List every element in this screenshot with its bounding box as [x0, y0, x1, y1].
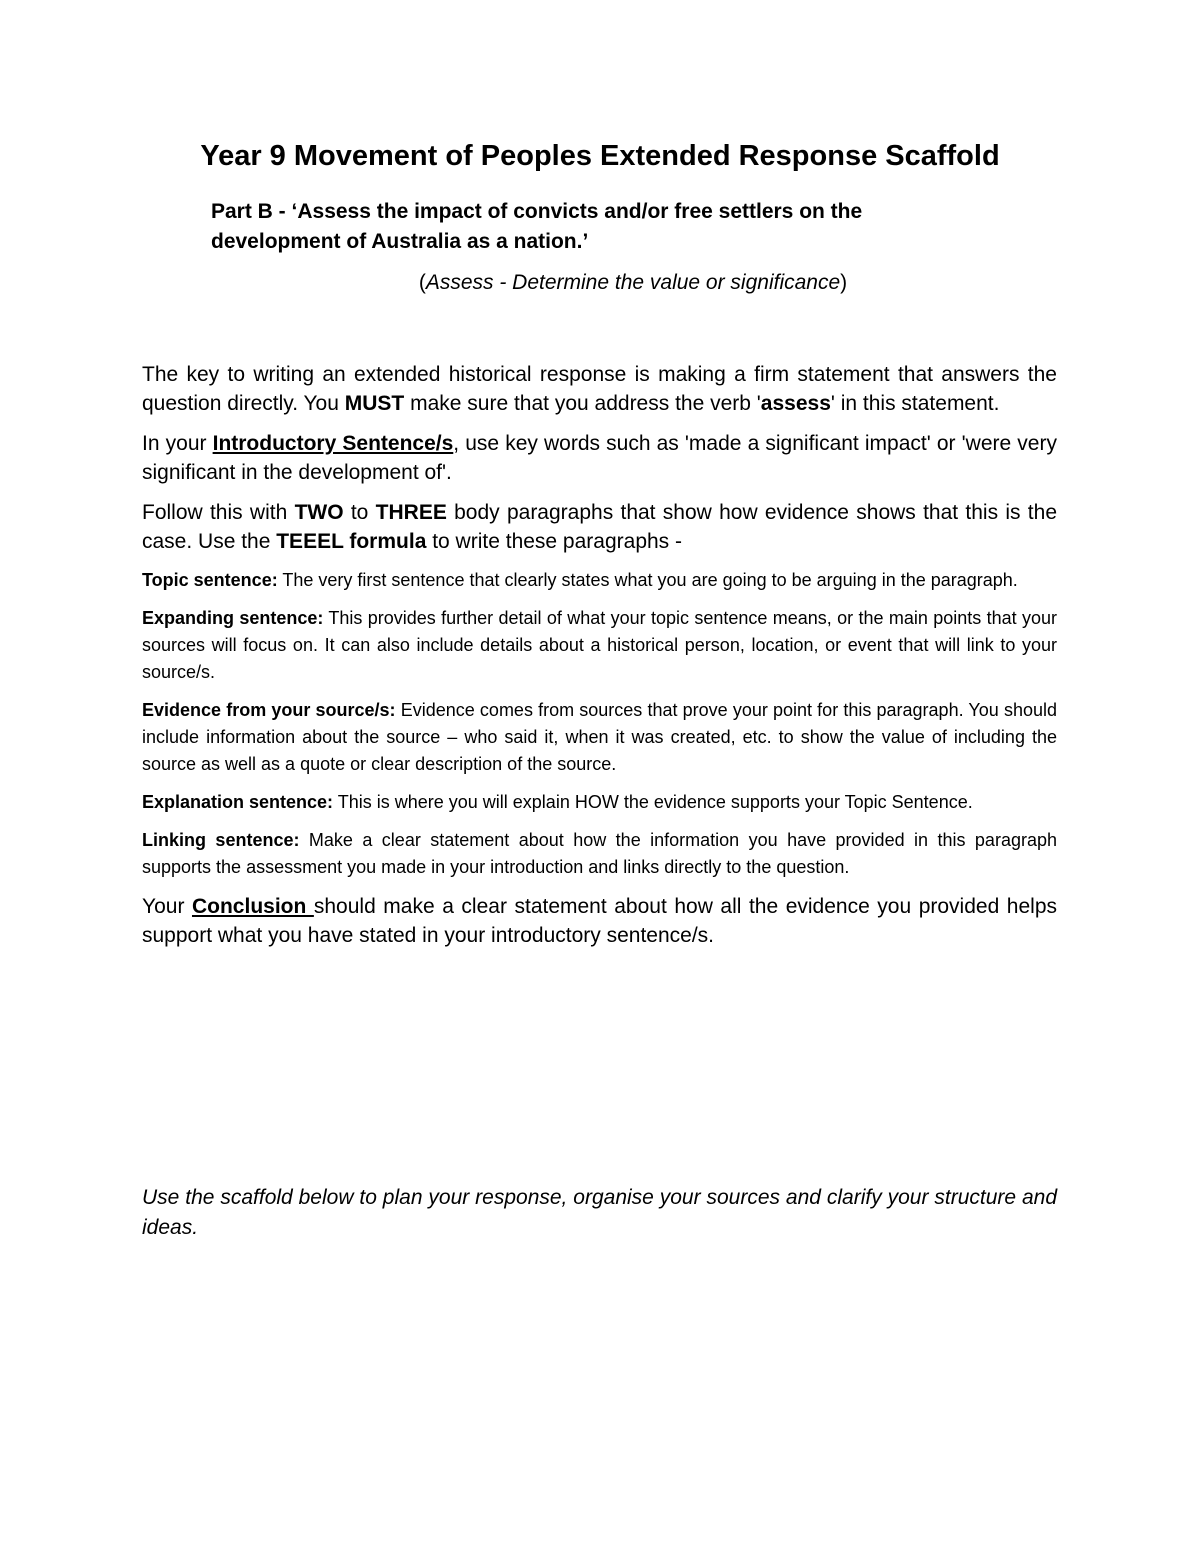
- assess-verb: assess: [760, 392, 831, 415]
- teeel-expanding-sentence: [142, 605, 1057, 686]
- teeel-label: Topic sentence:: [142, 570, 278, 590]
- body-text-1: Follow this with: [142, 501, 295, 524]
- page-title: Year 9 Movement of Peoples Extended Response Scaffold: [200, 140, 1000, 172]
- teeel-description: Evidence comes from sources that prove your point for this paragraph. You should include information about the source – who said it, when it was created, etc. to show the value of including the source as well as a quote or clear description of the source.: [142, 700, 1057, 774]
- teeel-label: Explanation sentence:: [142, 792, 334, 812]
- body-text-4: to write these paragraphs -: [426, 530, 683, 553]
- assess-definition-text: Assess - Determine the value or significance: [425, 271, 841, 294]
- introductory-text-1: In your: [142, 432, 213, 455]
- teeel-label: Expanding sentence:: [142, 608, 324, 628]
- teeel-description: Make a clear statement about how the information you have provided in this paragraph supports the assessment you made in your introduction and links directly to the question.: [142, 830, 1057, 877]
- teeel-topic-sentence: [142, 567, 1057, 594]
- assess-definition-open: (: [418, 271, 426, 294]
- conclusion-paragraph: [142, 892, 1057, 950]
- instructions-body: [142, 360, 1057, 961]
- closing-instruction: Use the scaffold below to plan your response, organise your sources and clarify your structure and ideas.: [142, 1186, 1057, 1239]
- teeel-evidence: [142, 697, 1057, 778]
- introductory-sentence-paragraph: [142, 429, 1057, 487]
- part-b-question-text: ‘Assess the impact of convicts and/or free settlers on the development of Australia as a nation.’: [211, 200, 863, 253]
- body-paragraph-instruction: [142, 498, 1057, 556]
- teeel-description: This provides further detail of what your topic sentence means, or the main points that your sources will focus on. It can also include details about a historical person, location, or event that will link to your source/s.: [142, 608, 1057, 682]
- teeel-label: Linking sentence:: [142, 830, 300, 850]
- intro-text-1: The key to writing an extended historical response is making a firm statement that answers the question directly. You: [142, 363, 1057, 415]
- teeel-description: The very first sentence that clearly states what you are going to be arguing in the paragraph.: [277, 570, 1018, 590]
- conclusion-heading: Conclusion: [191, 895, 314, 918]
- intro-paragraph: [142, 360, 1057, 418]
- three-emphasis: THREE: [375, 501, 447, 524]
- conclusion-text-2: should make a clear statement about how all the evidence you provided helps support what you have stated in your introductory sentence/s.: [142, 895, 1058, 947]
- part-b-question: [211, 197, 971, 257]
- teeel-linking-sentence: [142, 827, 1057, 881]
- body-text-3: body paragraphs that show how evidence shows that this is the case. Use the: [142, 501, 1058, 553]
- teeel-explanation-sentence: [142, 789, 1057, 816]
- assess-definition-close: ): [840, 271, 848, 294]
- introductory-text-2: , use key words such as 'made a significant impact' or 'were very significant in the development of'.: [142, 432, 1057, 484]
- two-emphasis: TWO: [294, 501, 344, 524]
- assess-definition: [0, 271, 1200, 295]
- intro-text-3: ' in this statement.: [830, 392, 1000, 415]
- intro-text-2: make sure that you address the verb ': [404, 392, 761, 415]
- part-b-prefix: Part B -: [211, 200, 292, 223]
- teeel-formula: TEEEL formula: [276, 530, 427, 553]
- conclusion-text-1: Your: [142, 895, 192, 918]
- teeel-label: Evidence from your source/s:: [142, 700, 396, 720]
- must-emphasis: MUST: [344, 392, 405, 415]
- teeel-description: This is where you will explain HOW the evidence supports your Topic Sentence.: [333, 792, 973, 812]
- introductory-sentence-heading: Introductory Sentence/s: [212, 432, 454, 455]
- body-text-2: to: [343, 501, 376, 524]
